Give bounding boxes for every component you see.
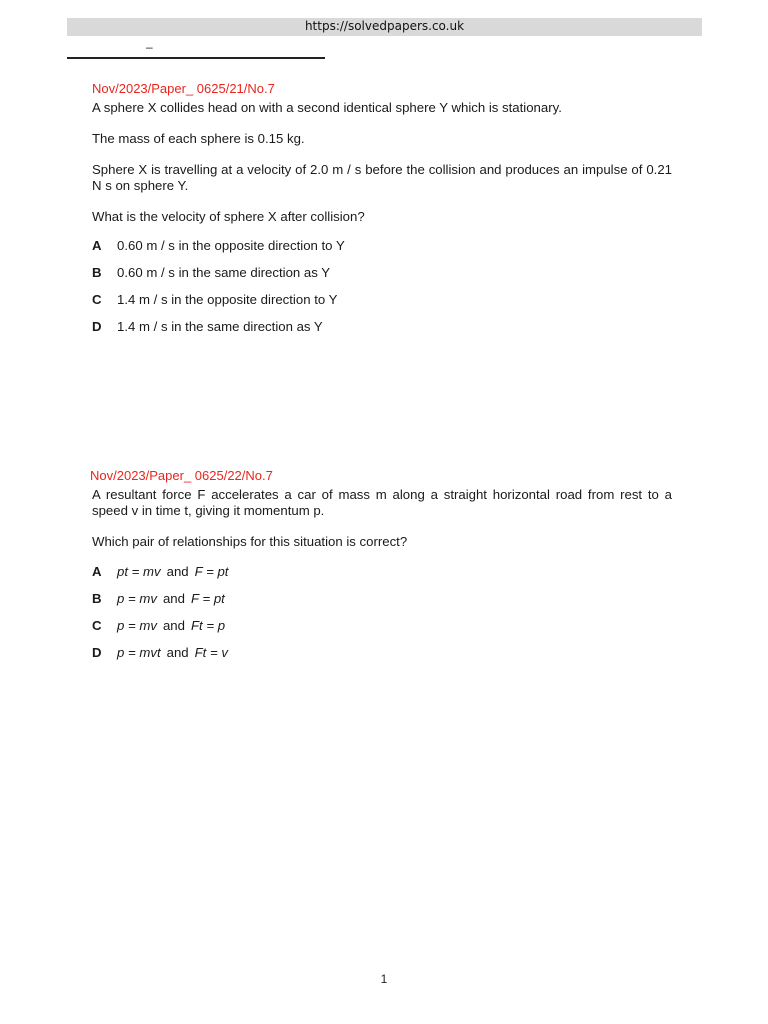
joiner: and [166, 564, 189, 579]
relationship-2: F = pt [194, 564, 229, 579]
option-letter: A [92, 564, 102, 579]
question-text: A resultant force F accelerates a car of mass m along a straight horizontal road from rest to a speed v in time t, giving it momentum p. [92, 487, 672, 518]
question-prompt: What is the velocity of sphere X after collision? [92, 209, 365, 224]
answer-option-d[interactable] [92, 319, 672, 335]
option-letter: B [92, 591, 102, 606]
option-text: 1.4 m / s in the opposite direction to Y [117, 292, 338, 307]
option-letter: D [92, 645, 102, 660]
option-text: 1.4 m / s in the same direction as Y [117, 319, 323, 334]
answer-option-c[interactable] [92, 618, 672, 634]
question-reference: Nov/2023/Paper_ 0625/21/No.7 [92, 81, 275, 96]
relationship-2: F = pt [190, 591, 225, 606]
option-letter: B [92, 265, 102, 280]
question-reference: Nov/2023/Paper_ 0625/22/No.7 [90, 468, 273, 483]
option-letter: C [92, 292, 102, 307]
option-letter: C [92, 618, 102, 633]
question-1 [92, 81, 672, 335]
relationship-1: p = mv [117, 618, 157, 633]
answer-option-c[interactable] [92, 292, 672, 308]
header-rule [67, 57, 325, 59]
top-mark: – [146, 40, 153, 54]
relationship-1: p = mvt [117, 645, 161, 660]
answer-option-b[interactable] [92, 265, 672, 281]
question-2 [92, 468, 672, 661]
option-text [117, 618, 225, 634]
option-text: 0.60 m / s in the same direction as Y [117, 265, 331, 280]
answer-option-b[interactable] [92, 591, 672, 607]
relationship-2: Ft = v [194, 645, 228, 660]
question-text: A sphere X collides head on with a second identical sphere Y which is stationary. [92, 100, 562, 115]
question-text: The mass of each sphere is 0.15 kg. [92, 131, 305, 146]
joiner: and [162, 618, 185, 633]
option-letter: A [92, 238, 102, 253]
relationship-1: p = mv [117, 591, 157, 606]
answer-option-d[interactable] [92, 645, 672, 661]
header-bar [67, 18, 702, 36]
question-text: Sphere X is travelling at a velocity of 2.0 m / s before the collision and produces an impulse of 0.21 N s on sphere Y. [92, 162, 672, 193]
option-text [117, 591, 225, 607]
option-text: 0.60 m / s in the opposite direction to Y [117, 238, 345, 253]
page-number: 1 [380, 972, 388, 986]
relationship-1: pt = mv [117, 564, 161, 579]
joiner: and [166, 645, 189, 660]
joiner: and [162, 591, 185, 606]
option-letter: D [92, 319, 102, 334]
answer-option-a[interactable] [92, 564, 672, 580]
option-text [117, 645, 228, 661]
option-text [117, 564, 228, 580]
answer-option-a[interactable] [92, 238, 672, 254]
source-url[interactable]: https://solvedpapers.co.uk [304, 19, 465, 33]
relationship-2: Ft = p [190, 618, 226, 633]
question-prompt: Which pair of relationships for this situation is correct? [92, 534, 408, 549]
